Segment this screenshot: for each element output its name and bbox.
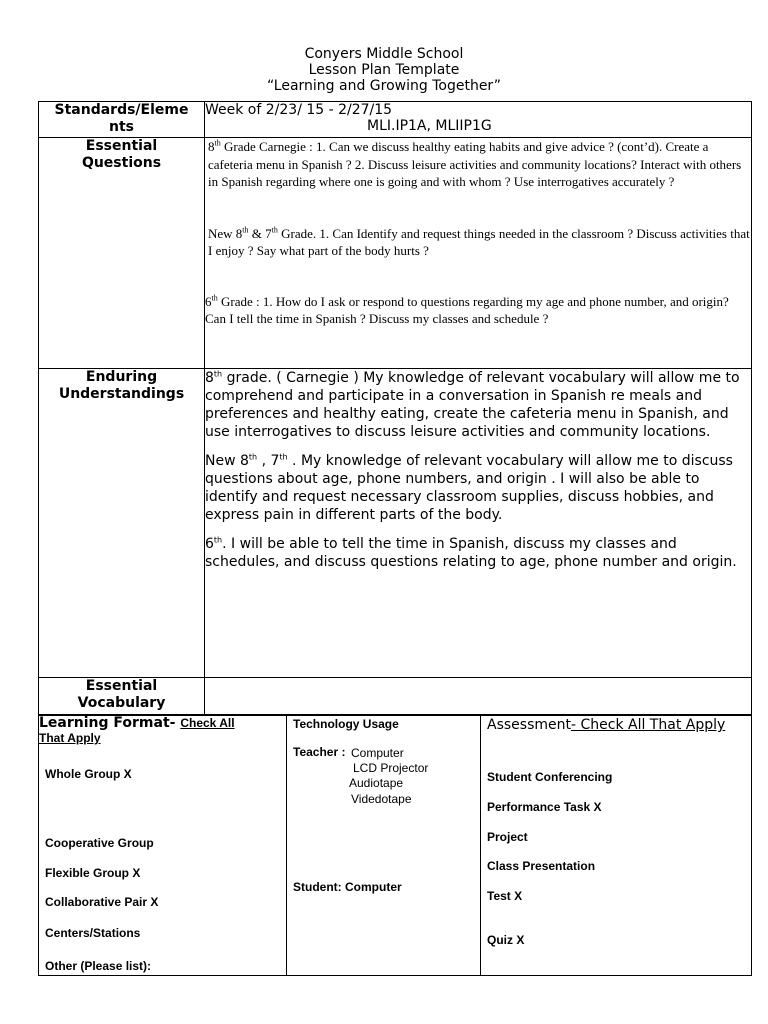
school-motto: “Learning and Growing Together”: [266, 78, 502, 94]
other-item: Other (Please list):: [45, 959, 152, 973]
eq-paragraph-6th: 6th Grade : 1. How do I ask or respond to questions regarding my age and phone number, and origin? Can I tell the time in Spanish ? Discuss my classes and schedule ?: [205, 293, 729, 326]
flexible-group-item: Flexible Group X: [45, 866, 141, 880]
technology-title: Technology Usage: [293, 717, 399, 731]
eu-paragraph-new-8th-7th: New 8th , 7th . My knowledge of relevant vocabulary will allow me to discuss questions about age, phone numbers, and origin . I will also be able to identify and request necessary classroom supplies, discuss hobbies, and express pain in different parts of the body.: [205, 452, 733, 523]
tech-audiotape: Audiotape: [349, 776, 404, 790]
tech-lcd-projector: LCD Projector: [353, 761, 429, 775]
essential-questions-label: Essential Questions: [39, 138, 205, 369]
standards-codes: MLI.IP1A, MLIIP1G: [367, 118, 492, 134]
tech-computer: Computer: [351, 746, 404, 760]
collaborative-pair-item: Collaborative Pair X: [45, 895, 159, 909]
assessment-cell: [481, 715, 752, 976]
standards-label: Standards/Eleme nts: [39, 102, 205, 138]
project-item: Project: [487, 830, 528, 844]
learning-format-title: Learning Format- Check All: [39, 715, 235, 731]
centers-stations-item: Centers/Stations: [45, 926, 141, 940]
eu-paragraph-6th: 6th. I will be able to tell the time in Spanish, discuss my classes and schedules, and discuss questions relating to age, phone number and origin.: [205, 535, 737, 570]
assessment-title: Assessment- Check All That Apply: [487, 717, 726, 733]
school-name: Conyers Middle School: [304, 46, 464, 62]
template-title: Lesson Plan Template: [308, 62, 460, 78]
teacher-label: Teacher :: [293, 745, 346, 759]
technology-usage-cell: [287, 715, 481, 976]
essential-vocabulary-content: [205, 678, 752, 716]
lesson-plan-table: [38, 101, 752, 716]
essential-vocabulary-row: [39, 678, 752, 716]
essential-questions-content: [205, 138, 752, 369]
learning-format-subtitle: That Apply: [39, 731, 101, 745]
formats-table: [38, 714, 752, 976]
class-presentation-item: Class Presentation: [487, 859, 596, 873]
essential-questions-row: [39, 138, 752, 369]
enduring-understandings-content: [205, 369, 752, 678]
document-header: [0, 46, 768, 94]
enduring-understandings-label: Enduring Understandings: [39, 369, 205, 678]
student-computer: Student: Computer: [293, 880, 402, 894]
test-item: Test X: [487, 889, 523, 903]
learning-format-cell: [39, 715, 287, 976]
standards-row: [39, 102, 752, 138]
whole-group-item: Whole Group X: [45, 767, 132, 781]
cooperative-group-item: Cooperative Group: [45, 836, 154, 850]
week-range: Week of 2/23/ 15 - 2/27/15: [205, 102, 393, 118]
eu-paragraph-8th: 8th grade. ( Carnegie ) My knowledge of relevant vocabulary will allow me to comprehend and participate in a conversation in Spanish re meals and preferences and healthy eating, create the cafeteria menu in Spanish, and use interrogatives to discuss leisure activities and community locations.: [205, 369, 740, 440]
eq-paragraph-new-8th-7th: New 8th & 7th Grade. 1. Can Identify and request things needed in the classroom ? Discuss activities that I enjoy ? Say what part of the body hurts ?: [208, 225, 750, 258]
tech-videotape: Videdotape: [351, 792, 412, 806]
student-conferencing-item: Student Conferencing: [487, 770, 613, 784]
eq-paragraph-8th: 8th Grade Carnegie : 1. Can we discuss healthy eating habits and give advice ? (cont’d). Create a cafeteria menu in Spanish ? 2. Discuss leisure activities and community locations? Interact with others in Spanish regarding where one is going and with whom ? Use interrogatives accurately ?: [208, 138, 742, 189]
enduring-understandings-row: [39, 369, 752, 678]
performance-task-item: Performance Task X: [487, 800, 602, 814]
standards-content: [205, 102, 752, 138]
essential-vocabulary-label: Essential Vocabulary: [39, 678, 205, 716]
quiz-item: Quiz X: [487, 933, 525, 947]
